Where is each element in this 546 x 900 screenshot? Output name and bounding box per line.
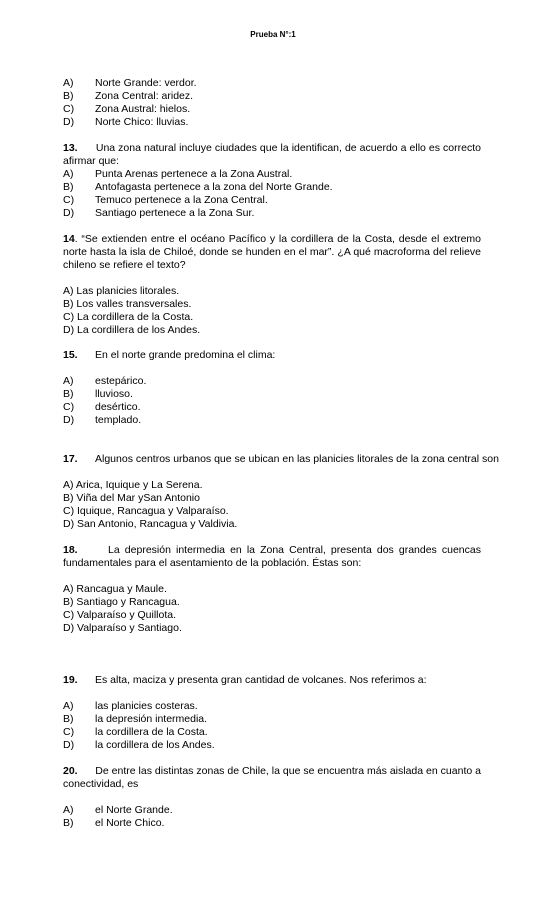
question-number: 15.: [63, 349, 78, 361]
option-d: D) Santiago pertenece a la Zona Sur.: [63, 207, 255, 219]
question-20: [63, 765, 481, 791]
option-d: D) la cordillera de los Andes.: [63, 739, 215, 751]
option-a: A) las planicies costeras.: [63, 700, 198, 712]
option-c: C) Temuco pertenece a la Zona Central.: [63, 194, 268, 206]
question-number: 13.: [63, 142, 78, 154]
question-12-options: [63, 77, 481, 129]
option-a: A) Norte Grande: verdor.: [63, 77, 197, 89]
question-17-options: [63, 479, 481, 531]
option-a: A) Punta Arenas pertenece a la Zona Austral.: [63, 168, 293, 180]
question-number: 20.: [63, 765, 78, 777]
question-text: . “Se extienden entre el océano Pacífico y la cordillera de la Costa, desde el extremo norte hasta la isla de Chiloé, donde se hunden en el mar”. ¿A qué macroforma del relieve chileno se refiere el texto?: [63, 233, 481, 271]
option-d: D) templado.: [63, 414, 142, 426]
option-d: D) Norte Chico: lluvias.: [63, 116, 189, 128]
question-14-options: [63, 285, 481, 337]
question-text: La depresión intermedia en la Zona Central, presenta dos grandes cuencas fundamentales para el asentamiento de la población. Éstas son:: [63, 544, 481, 569]
option-c: C) Iquique, Rancagua y Valparaíso.: [63, 505, 229, 517]
option-a: A) Arica, Iquique y La Serena.: [63, 479, 203, 491]
question-18: [63, 544, 481, 570]
question-17: [63, 453, 499, 466]
question-15: [63, 349, 481, 362]
option-b: B) lluvioso.: [63, 388, 133, 400]
option-c: C) Zona Austral: hielos.: [63, 103, 191, 115]
question-19-options: [63, 700, 481, 752]
question-number: 18.: [63, 544, 78, 556]
option-d: D) San Antonio, Rancagua y Valdivia.: [63, 518, 238, 530]
option-a: A) estepárico.: [63, 375, 147, 387]
question-number: 14: [63, 233, 75, 245]
option-b: B) la depresión intermedia.: [63, 713, 208, 725]
question-20-options: [63, 804, 481, 830]
question-19: [63, 674, 481, 687]
option-b: B) Antofagasta pertenece a la zona del Norte Grande.: [63, 181, 333, 193]
option-d: D) La cordillera de los Andes.: [63, 324, 201, 336]
option-b: B) el Norte Chico.: [63, 817, 165, 829]
question-text: Es alta, maciza y presenta gran cantidad de volcanes. Nos referimos a:: [95, 674, 427, 686]
option-d: D) Valparaíso y Santiago.: [63, 622, 182, 634]
option-c: C) la cordillera de la Costa.: [63, 726, 208, 738]
question-13: [63, 142, 481, 168]
question-18-options: [63, 583, 481, 635]
question-text: Algunos centros urbanos que se ubican en las planicies litorales de la zona central son: [95, 453, 499, 465]
question-text: Una zona natural incluye ciudades que la identifican, de acuerdo a ello es correcto afirmar que:: [63, 142, 481, 167]
option-a: A) el Norte Grande.: [63, 804, 173, 816]
option-a: A) Las planicies litorales.: [63, 285, 180, 297]
question-15-options: [63, 375, 481, 427]
option-b: B) Zona Central: aridez.: [63, 90, 194, 102]
question-number: 17.: [63, 453, 78, 465]
question-text: De entre las distintas zonas de Chile, la que se encuentra más aislada en cuanto a conectividad, es: [63, 765, 481, 790]
option-c: C) Valparaíso y Quillota.: [63, 609, 177, 621]
question-13-options: [63, 168, 481, 220]
question-number: 19.: [63, 674, 78, 686]
option-b: B) Santiago y Rancagua.: [63, 596, 180, 608]
option-b: B) Viña del Mar ySan Antonio: [63, 492, 200, 504]
option-b: B) Los valles transversales.: [63, 298, 192, 310]
page-header: Prueba N°:1: [250, 30, 296, 39]
option-c: C) desértico.: [63, 401, 141, 413]
option-c: C) La cordillera de la Costa.: [63, 311, 194, 323]
option-a: A) Rancagua y Maule.: [63, 583, 167, 595]
question-text: En el norte grande predomina el clima:: [95, 349, 276, 361]
question-14: [63, 233, 481, 272]
